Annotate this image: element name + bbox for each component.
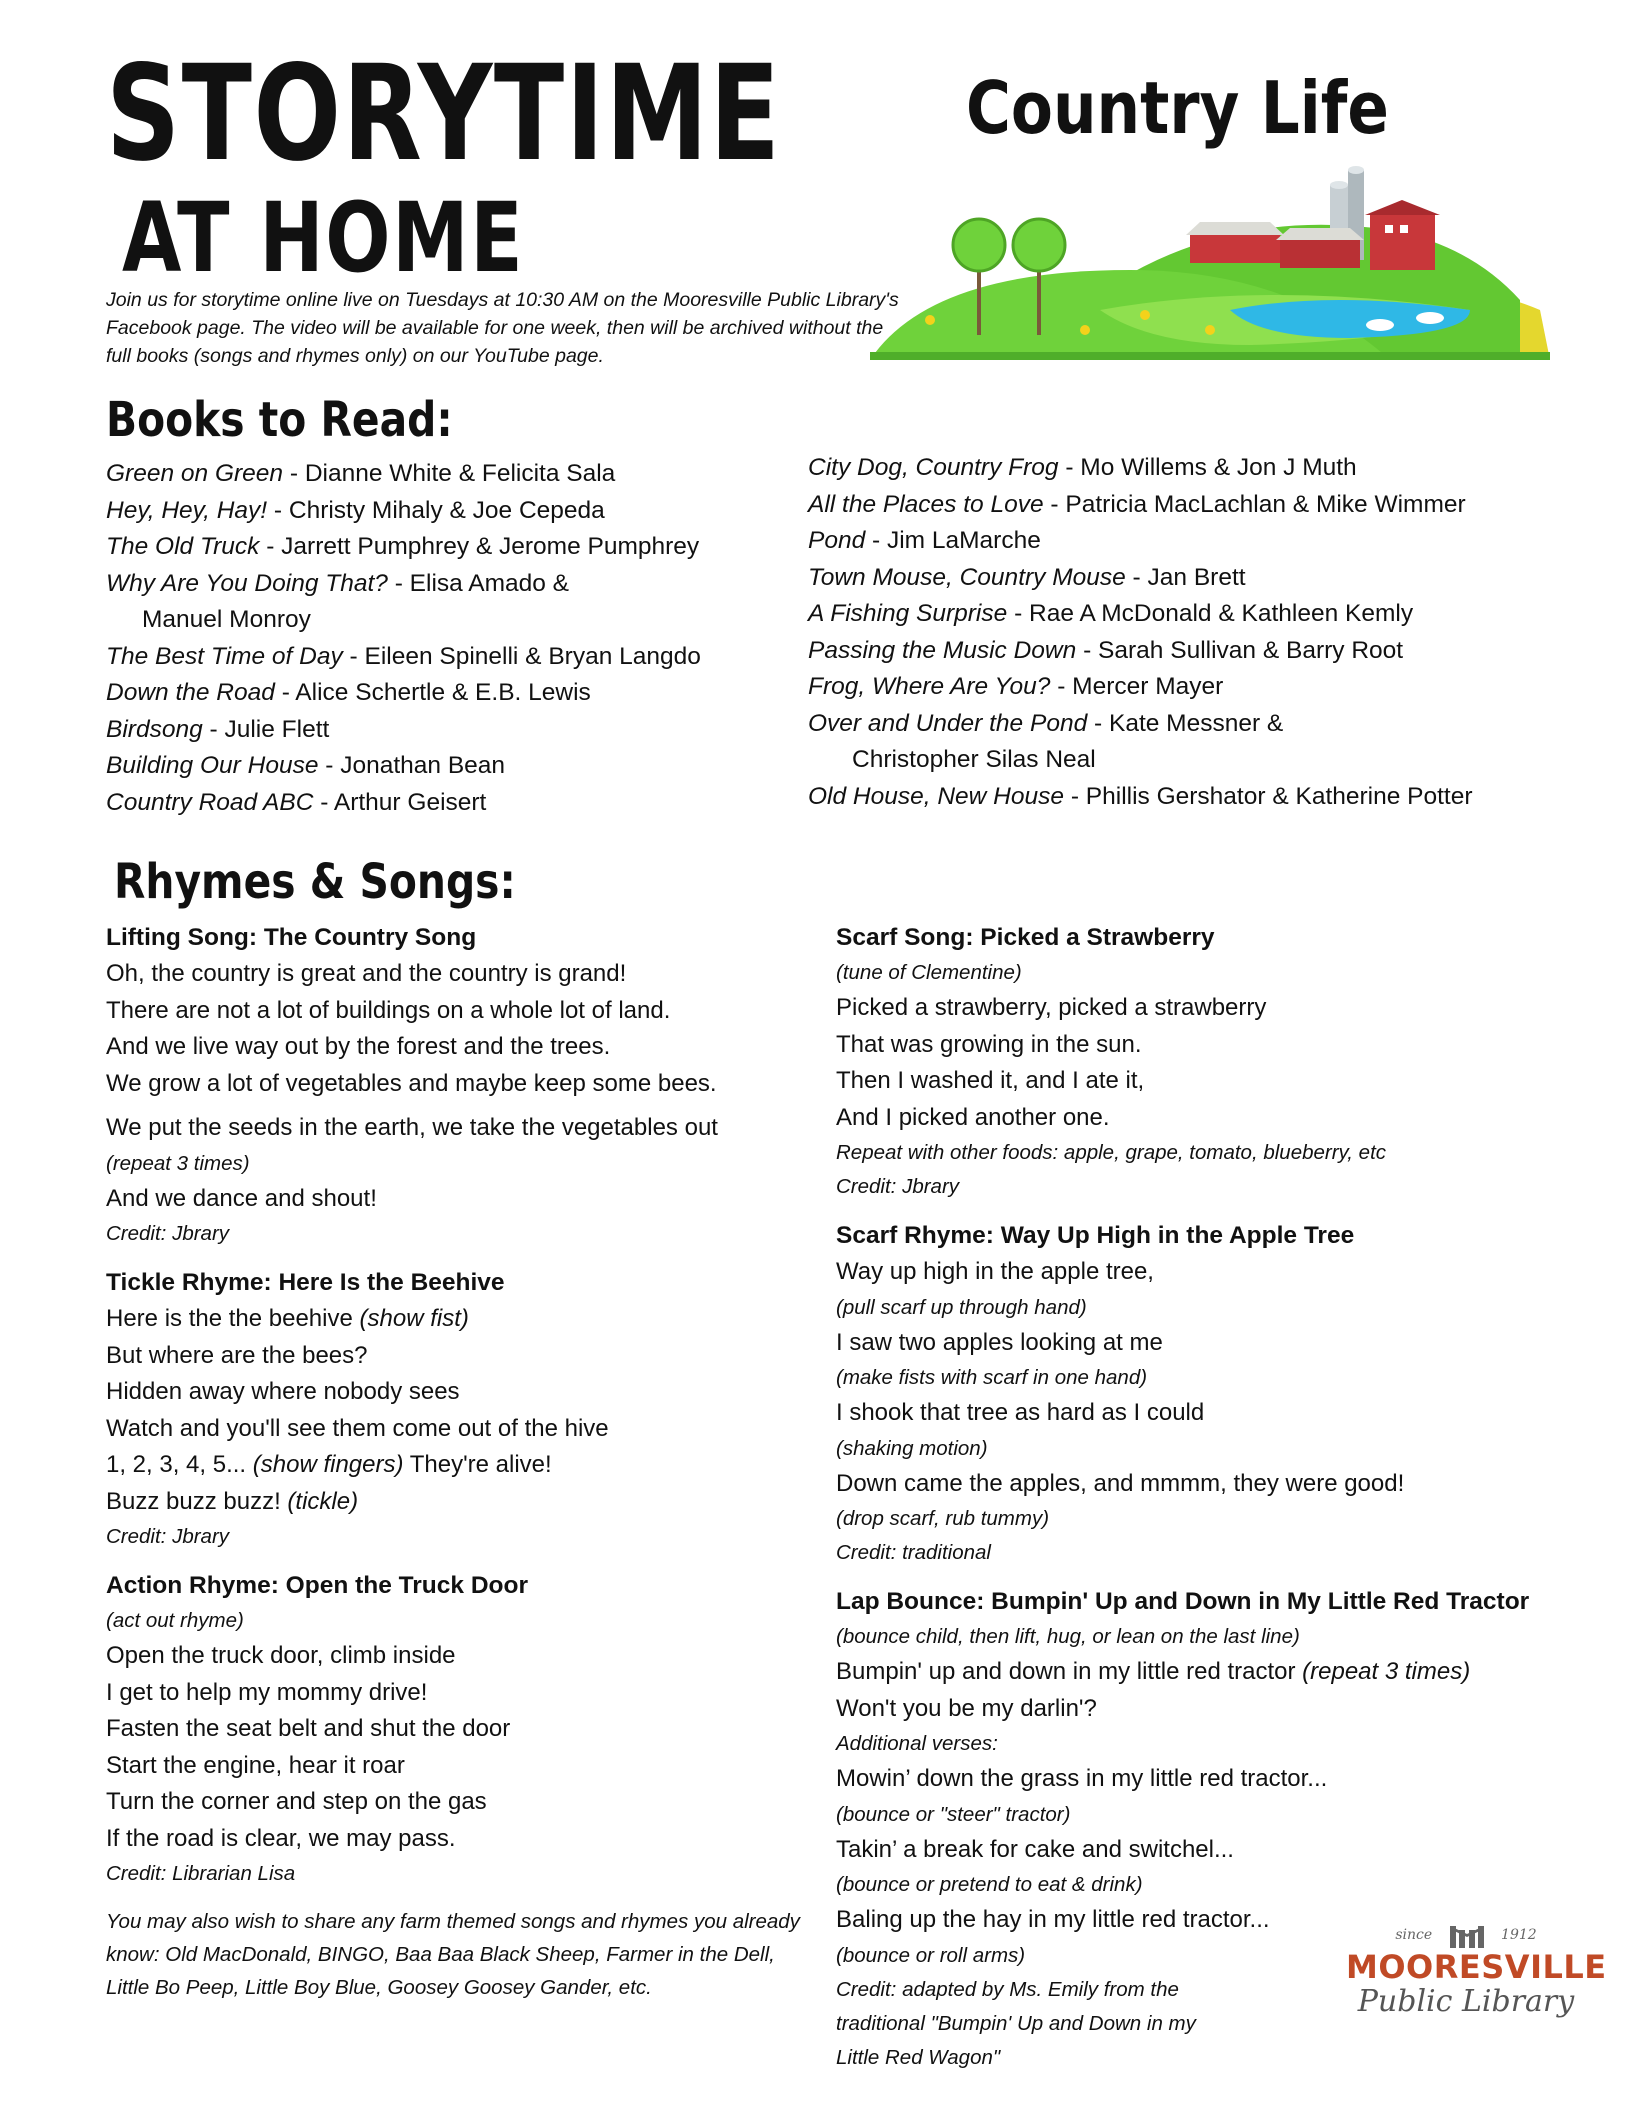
rhyme-line: Here is the the beehive (show fist) [106,1305,469,1332]
rhymes-heading: Rhymes & Songs: [114,854,516,910]
rhyme-title: Scarf Rhyme: Way Up High in the Apple Tree [836,1222,1355,1249]
book-entry: Country Road ABC - Arthur Geisert [106,788,487,816]
rhyme-line: Down came the apples, and mmmm, they were good! [836,1469,1405,1497]
rhyme-note: traditional "Bumpin' Up and Down in my [836,2011,1196,2035]
rhyme-block [106,920,826,1251]
rhyme-note: (pull scarf up through hand) [836,1295,1087,1319]
rhyme-note: Credit: Jbrary [106,1222,230,1245]
book-entry: City Dog, Country Frog - Mo Willems & Jon J Muth [808,454,1357,481]
theme-title: Country Life [966,66,1389,150]
rhyme-block [106,1265,826,1554]
library-logo [1346,1920,1607,2020]
rhyme-line: And we dance and shout! [106,1184,377,1212]
rhyme-line: Way up high in the apple tree, [836,1258,1154,1285]
book-entry: A Fishing Surprise - Rae A McDonald & Kathleen Kemly [808,600,1414,627]
rhyme-line: But where are the bees? [106,1341,368,1369]
rhyme-line: I get to help my mommy drive! [106,1678,428,1706]
rhyme-line: And I picked another one. [836,1103,1110,1131]
rhyme-note: Credit: Jbrary [836,1175,960,1198]
rhyme-note: Credit: adapted by Ms. Emily from the [836,1977,1179,2001]
book-entry: The Old Truck - Jarrett Pumphrey & Jerome Pumphrey [106,533,700,560]
rhyme-title: Tickle Rhyme: Here Is the Beehive [106,1269,505,1296]
book-entry: Why Are You Doing That? - Elisa Amado & [106,569,570,597]
book-entry: Over and Under the Pond - Kate Messner & [808,709,1284,737]
rhyme-line: We grow a lot of vegetables and maybe keep some bees. [106,1069,717,1097]
rhyme-note: (drop scarf, rub tummy) [836,1507,1050,1530]
rhyme-title: Scarf Song: Picked a Strawberry [836,924,1215,951]
book-entry: Birdsong - Julie Flett [106,715,330,743]
book-entry: Down the Road - Alice Schertle & E.B. Lewis [106,679,591,706]
rhyme-note: Credit: Librarian Lisa [106,1862,296,1885]
library-building-icon [1447,1920,1487,1950]
closing-note: You may also wish to share any farm themed songs and rhymes you already know: Old MacDonald, BINGO, Baa Baa Black Sheep, Farmer in the Dell, Little Bo Peep, Little Boy Blue, Goosey Goosey Gander, etc. [106,1910,800,1999]
rhyme-title: Action Rhyme: Open the Truck Door [106,1572,528,1599]
rhyme-note: (bounce child, then lift, hug, or lean on the last line) [836,1625,1300,1648]
rhyme-line: There are not a lot of buildings on a whole lot of land. [106,996,671,1024]
rhyme-note: (make fists with scarf in one hand) [836,1366,1148,1389]
rhyme-note: Additional verses: [836,1732,998,1755]
rhyme-line: Bumpin' up and down in my little red tractor (repeat 3 times) [836,1658,1471,1685]
rhyme-note: (tune of Clementine) [836,961,1022,984]
rhyme-line: Start the engine, hear it roar [106,1751,405,1779]
logo-subtitle: Public Library [1357,1984,1575,2020]
rhyme-line: If the road is clear, we may pass. [106,1824,456,1852]
book-entry-continued: Christopher Silas Neal [852,746,1096,773]
books-right-list [808,450,1588,815]
book-entry: Green on Green - Dianne White & Felicita Sala [106,460,616,487]
rhyme-line: Open the truck door, climb inside [106,1642,456,1669]
book-entry-continued: Manuel Monroy [142,606,311,633]
rhyme-line: 1, 2, 3, 4, 5... (show fingers) They're alive! [106,1451,552,1478]
book-entry: All the Places to Love - Patricia MacLachlan & Mike Wimmer [808,490,1466,518]
rhyme-note: (act out rhyme) [106,1609,244,1632]
rhyme-block [106,1568,826,1891]
farm-illustration [870,160,1550,360]
page-title: STORYTIME [106,37,782,191]
rhyme-note: Little Red Wagon" [836,2045,1001,2069]
book-entry: Passing the Music Down - Sarah Sullivan & Barry Root [808,636,1404,664]
rhyme-line: Takin’ a break for cake and switchel... [836,1835,1234,1863]
rhyme-line: Baling up the hay in my little red tractor... [836,1906,1270,1933]
rhyme-note: (bounce or "steer" tractor) [836,1802,1071,1826]
rhyme-note: (repeat 3 times) [106,1151,250,1175]
rhyme-title: Lifting Song: The Country Song [106,924,477,951]
rhyme-line: We put the seeds in the earth, we take the vegetables out [106,1114,718,1141]
rhyme-note: Credit: Jbrary [106,1525,230,1548]
page-subtitle: AT HOME [122,182,525,294]
rhyme-line: Then I washed it, and I ate it, [836,1067,1145,1094]
rhyme-line: Hidden away where nobody sees [106,1378,460,1405]
book-entry: Town Mouse, Country Mouse - Jan Brett [808,563,1246,591]
rhyme-note: Repeat with other foods: apple, grape, tomato, blueberry, etc [836,1141,1387,1164]
rhymes-left-column [106,920,826,2004]
book-entry: Building Our House - Jonathan Bean [106,752,506,779]
rhyme-block [836,1218,1596,1570]
rhyme-note: (bounce or roll arms) [836,1943,1026,1967]
rhyme-line: Buzz buzz buzz! (tickle) [106,1487,359,1515]
intro-text: Join us for storytime online live on Tuesdays at 10:30 AM on the Mooresville Public Library's Facebook page. The video will be available for one week, then will be archived without the full books (songs and rhymes only) on our YouTube page. [106,289,899,367]
rhymes-right-column [836,920,1607,2089]
book-entry: Hey, Hey, Hay! - Christy Mihaly & Joe Cepeda [106,496,605,524]
logo-since: since [1395,1927,1433,1943]
rhyme-line: Picked a strawberry, picked a strawberry [836,994,1267,1021]
rhyme-note: (shaking motion) [836,1436,988,1460]
logo-year: 1912 [1501,1927,1537,1943]
rhyme-line: Won't you be my darlin'? [836,1694,1097,1722]
book-entry: Pond - Jim LaMarche [808,527,1041,554]
logo-name: MOORESVILLE [1346,1948,1607,1986]
rhyme-line: Mowin’ down the grass in my little red tractor... [836,1765,1328,1792]
books-left-list [106,456,806,821]
book-entry: Frog, Where Are You? - Mercer Mayer [808,673,1224,700]
rhyme-line: That was growing in the sun. [836,1030,1142,1058]
book-entry: The Best Time of Day - Eileen Spinelli & Bryan Langdo [106,642,701,670]
rhyme-line: I shook that tree as hard as I could [836,1399,1205,1426]
rhyme-block [836,920,1596,1204]
rhyme-line: I saw two apples looking at me [836,1328,1163,1356]
rhyme-note: Credit: traditional [836,1541,991,1564]
rhyme-line: Fasten the seat belt and shut the door [106,1715,511,1742]
rhyme-line: And we live way out by the forest and the trees. [106,1033,611,1060]
book-entry: Old House, New House - Phillis Gershator & Katherine Potter [808,782,1473,810]
rhyme-line: Turn the corner and step on the gas [106,1788,487,1815]
books-heading: Books to Read: [106,392,453,448]
rhyme-line: Oh, the country is great and the country is grand! [106,960,627,987]
rhyme-line: Watch and you'll see them come out of the hive [106,1414,609,1442]
rhyme-title: Lap Bounce: Bumpin' Up and Down in My Little Red Tractor [836,1588,1530,1615]
rhyme-note: (bounce or pretend to eat & drink) [836,1873,1143,1896]
